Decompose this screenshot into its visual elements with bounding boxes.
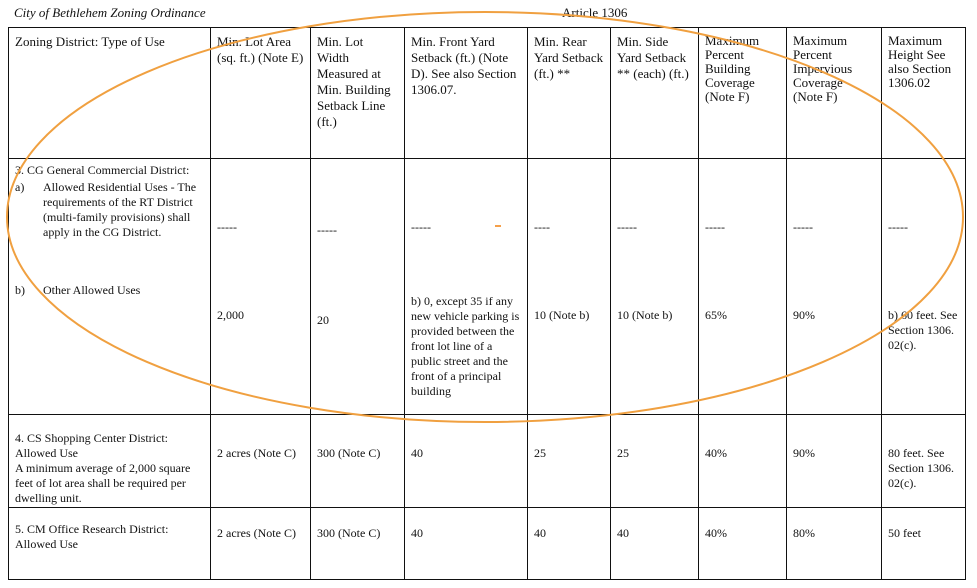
cg-front-setback-cell xyxy=(405,159,528,415)
cs-district-title: 4. CS Shopping Center District: Allowed Use xyxy=(15,431,168,460)
cs-impervious-coverage: 90% xyxy=(787,415,882,508)
cm-rear-setback: 40 xyxy=(528,508,611,580)
cg-a-lot-area: ----- xyxy=(217,220,237,234)
cg-b-impervious-coverage: 90% xyxy=(793,308,815,322)
cg-sub-a-text: Allowed Residential Uses - The requirements of the RT District (multi-family provisions) shall apply in the CG District. xyxy=(43,180,197,239)
cg-sub-a xyxy=(15,180,204,240)
cs-side-setback: 25 xyxy=(611,415,699,508)
cg-district-title: 3. CG General Commercial District: xyxy=(15,163,190,177)
zoning-table xyxy=(8,27,966,580)
cg-b-side-setback: 10 (Note b) xyxy=(617,308,673,322)
cg-b-lot-area: 2,000 xyxy=(217,308,244,322)
cs-lot-width: 300 (Note C) xyxy=(311,415,405,508)
header-front-yard-setback: Min. Front Yard Setback (ft.) (Note D). See also Section 1306.07. xyxy=(405,28,528,159)
header-impervious-coverage: Maximum Percent Impervious Coverage (Note F) xyxy=(787,28,882,159)
header-max-height: Maximum Height See also Section 1306.02 xyxy=(882,28,966,159)
cs-lot-area: 2 acres (Note C) xyxy=(211,415,311,508)
article-number: Article 1306 xyxy=(562,5,628,20)
header-zoning-district: Zoning District: Type of Use xyxy=(9,28,211,159)
cg-a-rear-setback: ---- xyxy=(534,220,550,234)
cg-max-height-cell xyxy=(882,159,966,415)
cm-lot-width: 300 (Note C) xyxy=(311,508,405,580)
header-min-lot-width: Min. Lot Width Measured at Min. Building Setback Line (ft.) xyxy=(311,28,405,159)
table-row-cg xyxy=(9,159,966,415)
cg-sub-b xyxy=(15,283,204,298)
cm-building-coverage: 40% xyxy=(699,508,787,580)
cg-district-cell xyxy=(9,159,211,415)
cg-a-impervious-coverage: ----- xyxy=(793,220,813,234)
header-building-coverage: Maximum Percent Building Coverage (Note F) xyxy=(699,28,787,159)
cg-sub-a-label: a) xyxy=(15,180,25,194)
annotation-tick-mark xyxy=(495,225,501,227)
cg-lot-width-cell xyxy=(311,159,405,415)
cs-district-cell xyxy=(9,415,211,508)
cg-sub-b-text: Other Allowed Uses xyxy=(43,283,141,297)
cm-max-height: 50 feet xyxy=(882,508,966,580)
header-side-yard-setback: Min. Side Yard Setback ** (each) (ft.) xyxy=(611,28,699,159)
cs-district-note: A minimum average of 2,000 square feet of lot area shall be required per dwelling unit. xyxy=(15,461,191,505)
cg-b-lot-width: 20 xyxy=(317,313,329,327)
cg-a-front-setback: ----- xyxy=(411,220,431,234)
cg-sub-b-label: b) xyxy=(15,283,25,297)
cs-building-coverage: 40% xyxy=(699,415,787,508)
cm-district-title: 5. CM Office Research District: Allowed Use xyxy=(9,508,211,580)
cm-side-setback: 40 xyxy=(611,508,699,580)
header-rear-yard-setback: Min. Rear Yard Setback (ft.) ** xyxy=(528,28,611,159)
cm-front-setback: 40 xyxy=(405,508,528,580)
header-min-lot-area: Min. Lot Area (sq. ft.) (Note E) xyxy=(211,28,311,159)
cs-max-height: 80 feet. See Section 1306. 02(c). xyxy=(882,415,966,508)
cg-building-coverage-cell xyxy=(699,159,787,415)
cg-b-building-coverage: 65% xyxy=(705,308,727,322)
table-row-cm xyxy=(9,508,966,580)
cg-impervious-coverage-cell xyxy=(787,159,882,415)
cg-b-max-height: b) 60 feet. See Section 1306. 02(c). xyxy=(888,308,958,352)
cg-a-max-height: ----- xyxy=(888,220,908,234)
cg-lot-area-cell xyxy=(211,159,311,415)
document-header-title: City of Bethlehem Zoning Ordinance xyxy=(14,5,206,20)
cs-rear-setback: 25 xyxy=(528,415,611,508)
cm-impervious-coverage: 80% xyxy=(787,508,882,580)
cm-lot-area: 2 acres (Note C) xyxy=(211,508,311,580)
cg-side-setback-cell xyxy=(611,159,699,415)
cg-a-lot-width: ----- xyxy=(317,223,337,237)
table-row-cs xyxy=(9,415,966,508)
cg-b-front-setback: b) 0, except 35 if any new vehicle parking is provided between the front lot line of a public street and the front of a principal building xyxy=(411,294,520,398)
cs-front-setback: 40 xyxy=(405,415,528,508)
cg-a-building-coverage: ----- xyxy=(705,220,725,234)
cg-b-rear-setback: 10 (Note b) xyxy=(534,308,590,322)
cg-a-side-setback: ----- xyxy=(617,220,637,234)
cg-rear-setback-cell xyxy=(528,159,611,415)
